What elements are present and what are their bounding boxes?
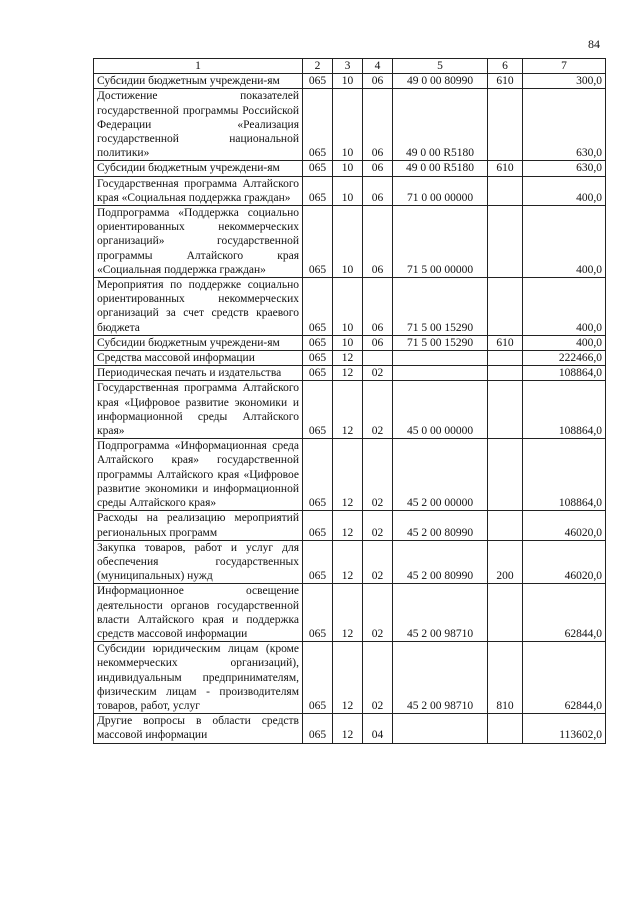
row-target-article-cell: 45 2 00 98710 [393, 584, 488, 642]
row-name-cell: Расходы на реализацию мероприятий региональных программ [94, 511, 303, 540]
row-expense-type-cell [488, 381, 523, 439]
table-row [94, 642, 606, 714]
row-subsection-cell: 06 [363, 335, 393, 350]
row-name-cell: Достижение показателей государственной программы Российской Федерации «Реализация государственной национальной политики» [94, 89, 303, 161]
header-col-1: 1 [94, 59, 303, 74]
row-target-article-cell: 71 5 00 00000 [393, 206, 488, 278]
row-section-cell: 12 [333, 351, 363, 366]
row-expense-type-cell [488, 176, 523, 205]
table-body [94, 74, 606, 743]
table-row [94, 366, 606, 381]
row-target-article-cell: 45 2 00 98710 [393, 642, 488, 714]
page-number: 84 [588, 37, 600, 51]
header-col-4: 4 [363, 59, 393, 74]
row-section-cell: 12 [333, 439, 363, 511]
row-target-article-cell: 45 2 00 80990 [393, 540, 488, 584]
budget-table [93, 58, 606, 744]
table-row [94, 351, 606, 366]
row-target-article-cell [393, 714, 488, 743]
row-name-cell: Закупка товаров, работ и услуг для обеспечения государственных (муниципальных) нужд [94, 540, 303, 584]
table-row [94, 439, 606, 511]
row-subsection-cell: 06 [363, 278, 393, 336]
row-expense-type-cell: 610 [488, 335, 523, 350]
header-col-5: 5 [393, 59, 488, 74]
row-grbs-cell: 065 [303, 351, 333, 366]
row-expense-type-cell [488, 206, 523, 278]
row-subsection-cell: 02 [363, 439, 393, 511]
header-col-3: 3 [333, 59, 363, 74]
row-expense-type-cell: 610 [488, 161, 523, 176]
row-target-article-cell: 45 2 00 80990 [393, 511, 488, 540]
row-grbs-cell: 065 [303, 540, 333, 584]
table-row [94, 89, 606, 161]
row-grbs-cell: 065 [303, 381, 333, 439]
row-subsection-cell: 02 [363, 511, 393, 540]
row-section-cell: 12 [333, 540, 363, 584]
row-amount-cell: 62844,0 [523, 584, 606, 642]
row-grbs-cell: 065 [303, 176, 333, 205]
row-amount-cell: 300,0 [523, 74, 606, 89]
row-subsection-cell: 04 [363, 714, 393, 743]
row-subsection-cell: 02 [363, 366, 393, 381]
row-subsection-cell: 06 [363, 89, 393, 161]
row-grbs-cell: 065 [303, 206, 333, 278]
row-expense-type-cell [488, 278, 523, 336]
row-amount-cell: 108864,0 [523, 439, 606, 511]
row-amount-cell: 400,0 [523, 176, 606, 205]
row-subsection-cell: 02 [363, 381, 393, 439]
row-name-cell: Государственная программа Алтайского края «Социальная поддержка граждан» [94, 176, 303, 205]
row-name-cell: Подпрограмма «Информационная среда Алтайского края» государственной программы Алтайского края «Цифровое развитие экономики и информационной среды Алтайского края» [94, 439, 303, 511]
row-target-article-cell: 49 0 00 80990 [393, 74, 488, 89]
row-amount-cell: 630,0 [523, 161, 606, 176]
row-amount-cell: 46020,0 [523, 511, 606, 540]
row-amount-cell: 108864,0 [523, 381, 606, 439]
table-row [94, 176, 606, 205]
row-name-cell: Субсидии бюджетным учреждени-ям [94, 335, 303, 350]
row-grbs-cell: 065 [303, 714, 333, 743]
row-grbs-cell: 065 [303, 278, 333, 336]
row-expense-type-cell: 810 [488, 642, 523, 714]
table-row [94, 161, 606, 176]
row-grbs-cell: 065 [303, 511, 333, 540]
row-target-article-cell [393, 351, 488, 366]
row-target-article-cell: 45 2 00 00000 [393, 439, 488, 511]
row-amount-cell: 46020,0 [523, 540, 606, 584]
row-target-article-cell: 71 5 00 15290 [393, 278, 488, 336]
row-section-cell: 12 [333, 642, 363, 714]
row-amount-cell: 630,0 [523, 89, 606, 161]
row-section-cell: 12 [333, 381, 363, 439]
row-expense-type-cell [488, 584, 523, 642]
row-name-cell: Периодическая печать и издательства [94, 366, 303, 381]
row-grbs-cell: 065 [303, 584, 333, 642]
table-row [94, 206, 606, 278]
row-subsection-cell: 06 [363, 176, 393, 205]
row-subsection-cell [363, 351, 393, 366]
row-grbs-cell: 065 [303, 89, 333, 161]
row-section-cell: 10 [333, 206, 363, 278]
row-section-cell: 10 [333, 278, 363, 336]
table-row [94, 714, 606, 743]
table-row [94, 381, 606, 439]
row-section-cell: 12 [333, 366, 363, 381]
row-subsection-cell: 02 [363, 540, 393, 584]
row-section-cell: 12 [333, 584, 363, 642]
row-amount-cell: 222466,0 [523, 351, 606, 366]
row-name-cell: Средства массовой информации [94, 351, 303, 366]
table-row [94, 584, 606, 642]
row-section-cell: 12 [333, 714, 363, 743]
row-expense-type-cell: 610 [488, 74, 523, 89]
row-subsection-cell: 06 [363, 74, 393, 89]
row-amount-cell: 113602,0 [523, 714, 606, 743]
row-subsection-cell: 06 [363, 161, 393, 176]
row-expense-type-cell [488, 714, 523, 743]
row-expense-type-cell: 200 [488, 540, 523, 584]
row-amount-cell: 108864,0 [523, 366, 606, 381]
row-expense-type-cell [488, 89, 523, 161]
row-expense-type-cell [488, 351, 523, 366]
table-header-row [94, 59, 606, 74]
header-col-2: 2 [303, 59, 333, 74]
row-subsection-cell: 02 [363, 642, 393, 714]
row-grbs-cell: 065 [303, 439, 333, 511]
row-subsection-cell: 06 [363, 206, 393, 278]
row-name-cell: Субсидии бюджетным учреждени-ям [94, 74, 303, 89]
table-row [94, 511, 606, 540]
row-target-article-cell: 45 0 00 00000 [393, 381, 488, 439]
row-name-cell: Государственная программа Алтайского края «Цифровое развитие экономики и информационной среды Алтайского края» [94, 381, 303, 439]
row-section-cell: 10 [333, 161, 363, 176]
row-name-cell: Субсидии бюджетным учреждени-ям [94, 161, 303, 176]
row-grbs-cell: 065 [303, 642, 333, 714]
row-name-cell: Информационное освещение деятельности органов государственной власти Алтайского края и поддержка средств массовой информации [94, 584, 303, 642]
row-expense-type-cell [488, 439, 523, 511]
row-target-article-cell [393, 366, 488, 381]
row-amount-cell: 400,0 [523, 206, 606, 278]
row-name-cell: Мероприятия по поддержке социально ориентированных некоммерческих организаций за счет средств краевого бюджета [94, 278, 303, 336]
row-section-cell: 10 [333, 74, 363, 89]
header-col-6: 6 [488, 59, 523, 74]
row-subsection-cell: 02 [363, 584, 393, 642]
row-section-cell: 12 [333, 511, 363, 540]
row-grbs-cell: 065 [303, 74, 333, 89]
row-grbs-cell: 065 [303, 161, 333, 176]
table-row [94, 278, 606, 336]
row-section-cell: 10 [333, 335, 363, 350]
row-target-article-cell: 71 5 00 15290 [393, 335, 488, 350]
row-amount-cell: 400,0 [523, 335, 606, 350]
row-name-cell: Другие вопросы в области средств массовой информации [94, 714, 303, 743]
table-row [94, 74, 606, 89]
row-name-cell: Субсидии юридическим лицам (кроме некоммерческих организаций), индивидуальным предпринимателям, физическим лицам - производителям товаров, работ, услуг [94, 642, 303, 714]
row-expense-type-cell [488, 366, 523, 381]
table-row [94, 540, 606, 584]
table-row [94, 335, 606, 350]
row-name-cell: Подпрограмма «Поддержка социально ориентированных некоммерческих организаций» государственной программы Алтайского края «Социальная поддержка граждан» [94, 206, 303, 278]
row-target-article-cell: 71 0 00 00000 [393, 176, 488, 205]
row-section-cell: 10 [333, 89, 363, 161]
header-col-7: 7 [523, 59, 606, 74]
row-section-cell: 10 [333, 176, 363, 205]
row-target-article-cell: 49 0 00 R5180 [393, 89, 488, 161]
row-amount-cell: 400,0 [523, 278, 606, 336]
row-amount-cell: 62844,0 [523, 642, 606, 714]
row-expense-type-cell [488, 511, 523, 540]
row-target-article-cell: 49 0 00 R5180 [393, 161, 488, 176]
row-grbs-cell: 065 [303, 366, 333, 381]
row-grbs-cell: 065 [303, 335, 333, 350]
